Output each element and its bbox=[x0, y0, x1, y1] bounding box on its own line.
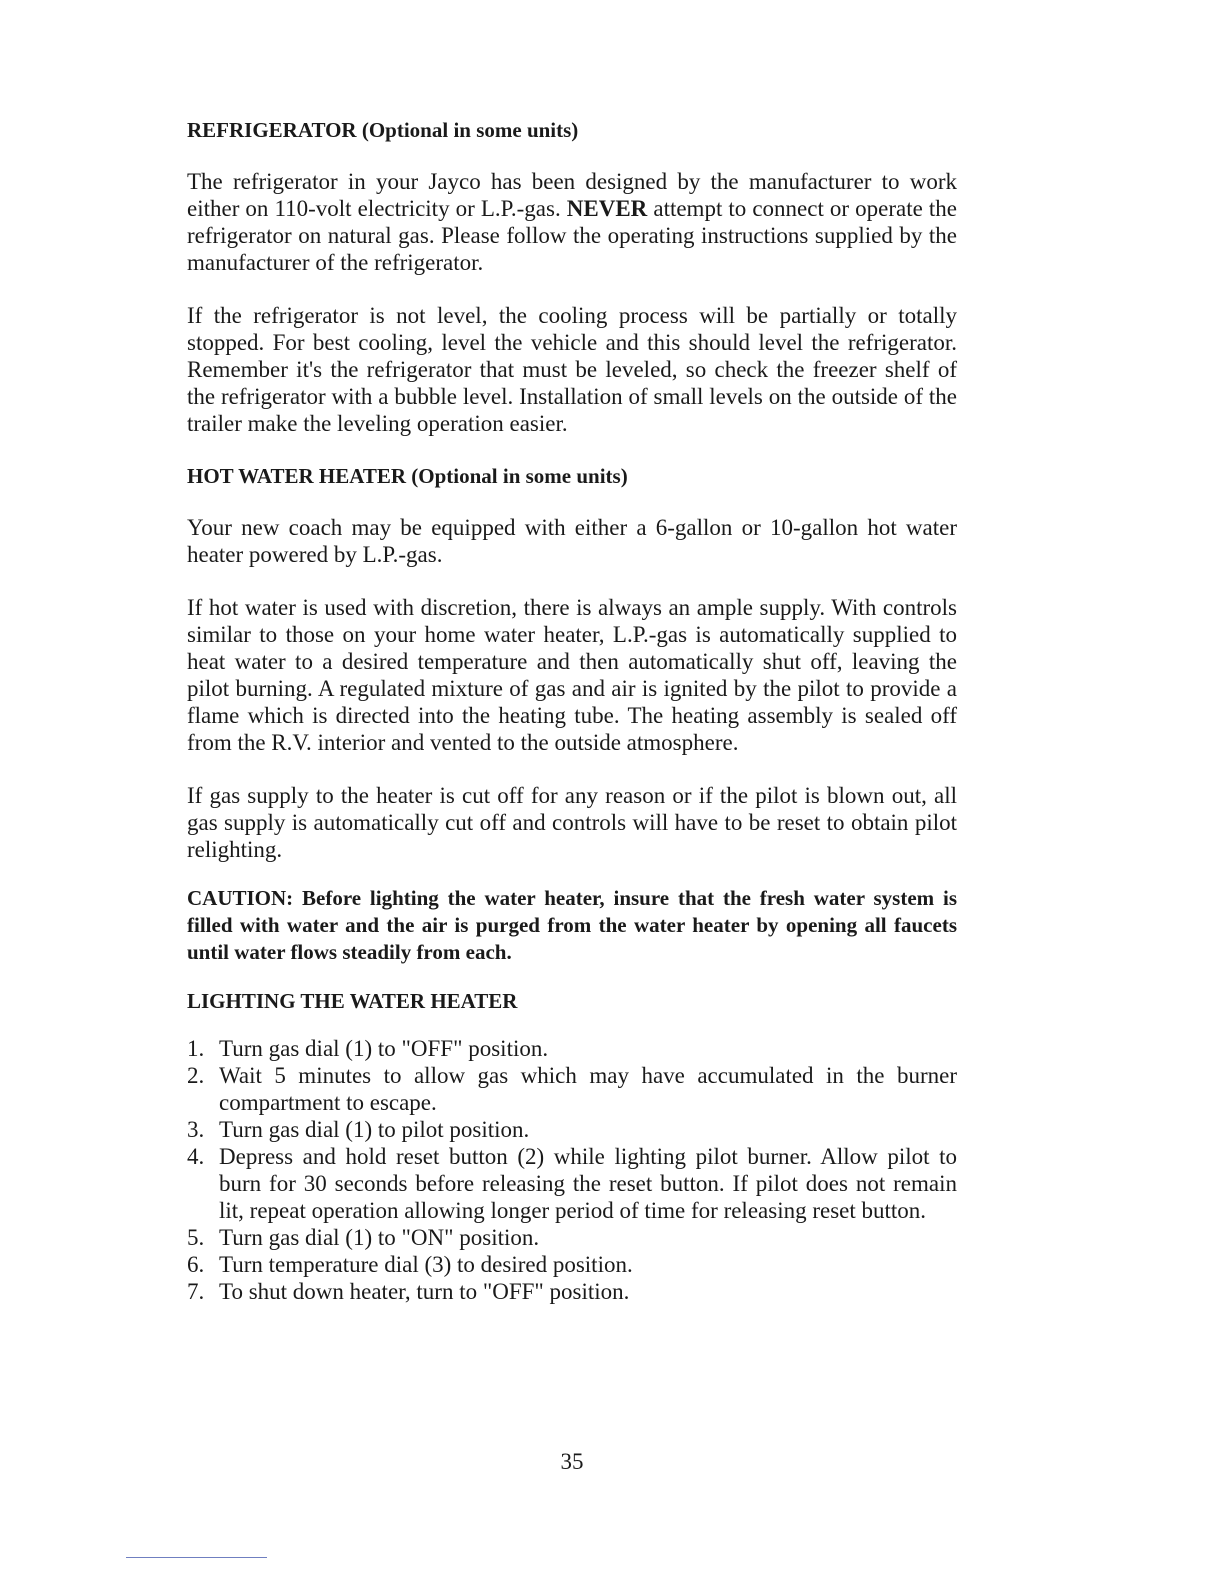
refrigerator-paragraph-1 bbox=[187, 168, 957, 276]
step-number: 1. bbox=[187, 1036, 205, 1061]
lighting-steps-list bbox=[187, 1035, 957, 1305]
step-text: To shut down heater, turn to "OFF" position. bbox=[219, 1279, 630, 1304]
caution-note: CAUTION: Before lighting the water heater, insure that the fresh water system is filled with water and the air is purged from the water heater by opening all faucets until water flows steadily from each. bbox=[187, 886, 957, 964]
hot-water-paragraph-1: Your new coach may be equipped with either a 6-gallon or 10-gallon hot water heater powered by L.P.-gas. bbox=[187, 515, 957, 567]
never-warning: NEVER bbox=[566, 196, 648, 221]
list-item bbox=[187, 1035, 957, 1062]
list-item bbox=[187, 1116, 957, 1143]
step-text: Depress and hold reset button (2) while lighting pilot burner. Allow pilot to burn for 30 seconds before releasing the reset button. If pilot does not remain lit, repeat operation allowing longer period of time for releasing reset button. bbox=[219, 1144, 957, 1223]
list-item bbox=[187, 1062, 957, 1116]
hot-water-heading bbox=[187, 463, 957, 490]
step-number: 6. bbox=[187, 1252, 205, 1277]
step-number: 2. bbox=[187, 1063, 205, 1088]
step-number: 7. bbox=[187, 1279, 205, 1304]
refrigerator-para1-rest: attempt to connect or operate the refrigerator on natural gas. Please follow the operating instructions supplied by the manufacturer of the refrigerator. bbox=[187, 196, 957, 275]
step-text: Turn temperature dial (3) to desired position. bbox=[219, 1252, 633, 1277]
hot-water-paragraph-2: If hot water is used with discretion, there is always an ample supply. With controls similar to those on your home water heater, L.P.-gas is automatically supplied to heat water to a desired temperature and then automatically shut off, leaving the pilot burning. A regulated mixture of gas and air is ignited by the pilot to provide a flame which is directed into the heating tube. The heating assembly is sealed off from the R.V. interior and vented to the outside atmosphere. bbox=[187, 595, 957, 755]
step-text: Turn gas dial (1) to pilot position. bbox=[219, 1117, 530, 1142]
hot-water-heading-title: HOT WATER HEATER bbox=[187, 464, 407, 488]
step-number: 5. bbox=[187, 1225, 205, 1250]
lighting-heading: LIGHTING THE WATER HEATER bbox=[187, 989, 518, 1013]
step-number: 4. bbox=[187, 1144, 205, 1169]
refrigerator-para1-text: The refrigerator in your Jayco has been designed by the manufacturer to work either on 110-volt electricity or L.P.-gas. bbox=[187, 169, 957, 221]
refrigerator-paragraph-2: If the refrigerator is not level, the cooling process will be partially or totally stopped. For best cooling, level the vehicle and this should level the refrigerator. Remember it's the refrigerator that must be leveled, so check the freezer shelf of the refrigerator with a bubble level. Installation of small levels on the outside of the trailer make the leveling operation easier. bbox=[187, 303, 957, 436]
list-item bbox=[187, 1251, 957, 1278]
step-text: Turn gas dial (1) to "ON" position. bbox=[219, 1225, 540, 1250]
hot-water-heading-note: (Optional in some units) bbox=[411, 464, 628, 488]
hot-water-paragraph-3: If gas supply to the heater is cut off for any reason or if the pilot is blown out, all gas supply is automatically cut off and controls will have to be reset to obtain pilot relighting. bbox=[187, 783, 957, 862]
refrigerator-heading bbox=[187, 117, 957, 144]
list-item bbox=[187, 1224, 957, 1251]
footer-divider bbox=[126, 1557, 267, 1558]
step-number: 3. bbox=[187, 1117, 205, 1142]
page-number: 35 bbox=[560, 1449, 584, 1474]
list-item bbox=[187, 1278, 957, 1305]
step-text: Turn gas dial (1) to "OFF" position. bbox=[219, 1036, 549, 1061]
refrigerator-heading-title: REFRIGERATOR bbox=[187, 118, 357, 142]
step-text: Wait 5 minutes to allow gas which may have accumulated in the burner compartment to escape. bbox=[219, 1063, 957, 1115]
list-item bbox=[187, 1143, 957, 1224]
manual-page bbox=[187, 117, 957, 1305]
refrigerator-heading-note: (Optional in some units) bbox=[361, 118, 579, 142]
